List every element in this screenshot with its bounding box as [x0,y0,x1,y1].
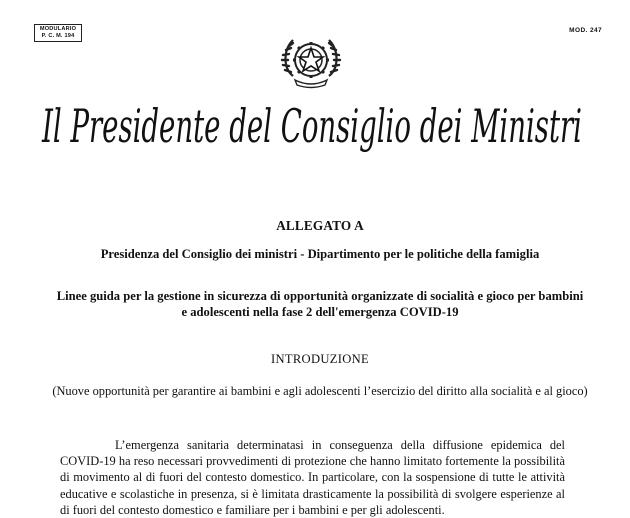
intro-heading: INTRODUZIONE [270,352,370,366]
italian-republic-emblem-icon [279,30,343,90]
mod-number: MOD. 247 [569,27,602,34]
intro-subtitle: (Nuove opportunità per garantire ai bambini e agli adolescenti l’esercizio del diritto alla socialità e al gioco) [52,384,588,398]
department-title: Presidenza del Consiglio dei ministri - Dipartimento per le politiche della famiglia [100,247,540,261]
modulario-code: P. C. M. 194 [41,33,75,39]
annex-title: ALLEGATO A [276,218,364,233]
guidelines-title: Linee guida per la gestione in sicurezza di opportunità organizzate di socialità e gioco per bambini e adolescenti nella fase 2 dell'emergenza COVID-19 [56,289,584,319]
body-paragraph: L’emergenza sanitaria determinatasi in conseguenza della diffusione epidemica del COVID-19 ha reso necessari provvedimenti di protezione che hanno limitato fortemente la possibilità di movimento al di fuori del contesto domestico. In particolare, con la sospensione di tutte le attività educative e scolastiche in presenza, si è limitata drasticamente la possibilità di svolgere esperienze al di fuori del contesto domestico e familiare per i bambini e per gli adolescenti. [60,438,565,517]
headline-text: Il Presidente del Consiglio dei Ministri [41,99,582,153]
modulario-box [34,24,82,42]
modulario-label: MODULARIO [39,26,77,32]
headline-logo [34,82,590,172]
